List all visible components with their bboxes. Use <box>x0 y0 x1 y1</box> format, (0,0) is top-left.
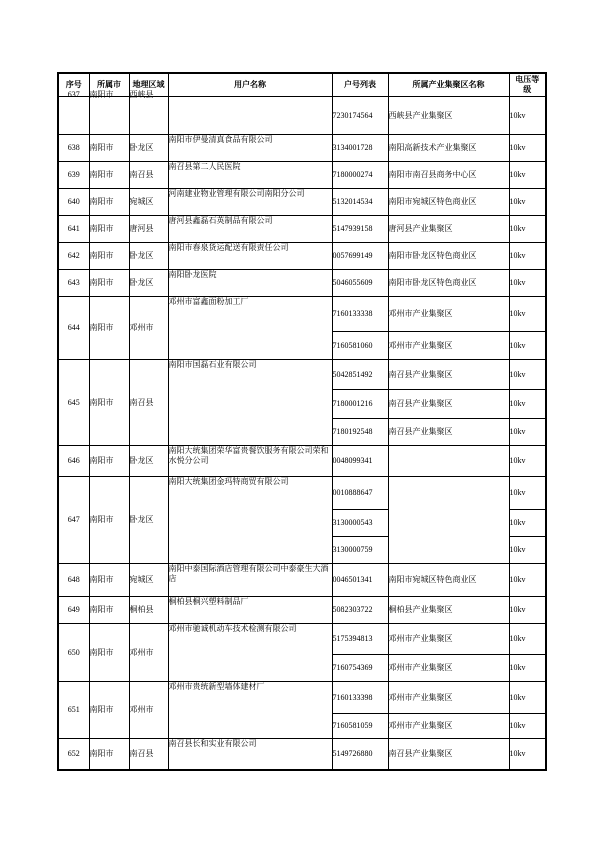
cluster-cell: 西峡县产业集聚区 <box>388 97 509 135</box>
seq-cell: 643 <box>58 270 89 297</box>
cluster-cell: 邓州市产业集聚区 <box>388 714 509 739</box>
clipped-text: 西峡县 <box>129 90 154 99</box>
region-cell: 卧龙区 <box>129 446 168 477</box>
user-name-cell: 桐柏县桐兴塑料制品厂 <box>168 597 332 624</box>
account-no-cell: 7160133338 <box>332 297 388 332</box>
seq-cell: 641 <box>58 216 89 243</box>
table-row <box>58 216 546 243</box>
account-no-cell: 0048099341 <box>332 446 388 477</box>
seq-cell <box>58 90 89 135</box>
account-no-cell: 0010888647 <box>332 477 388 510</box>
city-cell: 南阳市 <box>89 162 129 189</box>
cluster-cell: 南阳市卧龙区特色商业区 <box>388 270 509 297</box>
seq-cell: 648 <box>58 564 89 597</box>
region-cell: 南召县 <box>129 739 168 770</box>
voltage-cell: 10kv <box>509 477 546 510</box>
cluster-cell <box>388 477 509 564</box>
voltage-cell: 10kv <box>509 189 546 216</box>
user-name-cell: 南阳卧龙医院 <box>168 270 332 297</box>
col-header-voltage: 电压等级 <box>509 73 546 97</box>
seq-cell: 651 <box>58 682 89 739</box>
account-no-cell: 5147939158 <box>332 216 388 243</box>
table-row <box>58 624 546 655</box>
user-name-cell: 唐河县鑫磊石英制品有限公司 <box>168 216 332 243</box>
voltage-cell: 10kv <box>509 360 546 390</box>
voltage-cell: 10kv <box>509 162 546 189</box>
voltage-cell: 10kv <box>509 216 546 243</box>
cluster-cell: 南召县产业集聚区 <box>388 739 509 770</box>
user-name-cell: 南召县第二人民医院 <box>168 162 332 189</box>
clipped-text: 南阳市 <box>89 90 114 99</box>
seq-cell: 645 <box>58 360 89 446</box>
clipped-text: 637 <box>67 90 80 99</box>
cluster-cell: 南召县产业集聚区 <box>388 419 509 446</box>
cluster-cell: 南召县产业集聚区 <box>388 360 509 390</box>
voltage-cell: 10kv <box>509 714 546 739</box>
region-cell: 唐河县 <box>129 216 168 243</box>
user-name-cell: 南阳市国磊石业有限公司 <box>168 360 332 446</box>
table-row <box>58 739 546 770</box>
seq-cell: 644 <box>58 297 89 360</box>
table-row <box>58 682 546 714</box>
cluster-cell: 南阳高新技术产业集聚区 <box>388 135 509 162</box>
account-no-cell: 7160133398 <box>332 682 388 714</box>
table-row <box>58 270 546 297</box>
cluster-cell: 唐河县产业集聚区 <box>388 216 509 243</box>
table-row <box>58 297 546 332</box>
voltage-cell: 10kv <box>509 390 546 419</box>
city-cell: 南阳市 <box>89 360 129 446</box>
account-no-cell: 7160581059 <box>332 714 388 739</box>
account-no-cell: 7160754369 <box>332 655 388 682</box>
account-no-cell: 7230174564 <box>332 97 388 135</box>
seq-cell: 649 <box>58 597 89 624</box>
voltage-cell: 10kv <box>509 739 546 770</box>
account-no-cell: 0046501341 <box>332 564 388 597</box>
seq-cell: 652 <box>58 739 89 770</box>
col-header-cluster-name: 所属产业集聚区名称 <box>388 73 509 97</box>
account-no-cell: 7160581060 <box>332 332 388 360</box>
account-no-cell: 5175394813 <box>332 624 388 655</box>
city-cell: 南阳市 <box>89 270 129 297</box>
voltage-cell: 10kv <box>509 135 546 162</box>
city-cell: 南阳市 <box>89 135 129 162</box>
region-cell: 宛城区 <box>129 189 168 216</box>
seq-cell: 646 <box>58 446 89 477</box>
region-cell <box>129 90 168 135</box>
account-no-cell: 7180001216 <box>332 390 388 419</box>
table-row <box>58 243 546 270</box>
table-row <box>58 477 546 510</box>
table-row <box>58 564 546 597</box>
user-name-cell: 南阳市春泉货运配送有限责任公司 <box>168 243 332 270</box>
user-name-cell: 南阳中泰国际酒店管理有限公司中泰豪生大酒店 <box>168 564 332 597</box>
city-cell: 南阳市 <box>89 682 129 739</box>
user-name-cell: 邓州市驰诚机动车技术检测有限公司 <box>168 624 332 682</box>
voltage-cell: 10kv <box>509 510 546 537</box>
account-no-cell: 5149726880 <box>332 739 388 770</box>
cluster-cell: 南召县产业集聚区 <box>388 390 509 419</box>
region-cell: 南召县 <box>129 360 168 446</box>
user-name-cell: 邓州市贵统新型墙体建材厂 <box>168 682 332 739</box>
seq-cell: 639 <box>58 162 89 189</box>
city-cell: 南阳市 <box>89 624 129 682</box>
city-cell: 南阳市 <box>89 446 129 477</box>
voltage-cell: 10kv <box>509 537 546 564</box>
seq-cell: 638 <box>58 135 89 162</box>
voltage-cell: 10kv <box>509 297 546 332</box>
region-cell: 邓州市 <box>129 624 168 682</box>
cluster-cell: 南阳市南召县商务中心区 <box>388 162 509 189</box>
table-row <box>58 162 546 189</box>
table-row <box>58 597 546 624</box>
region-cell: 邓州市 <box>129 297 168 360</box>
region-cell: 桐柏县 <box>129 597 168 624</box>
col-header-city: 所属市 <box>89 73 129 97</box>
region-cell: 卧龙区 <box>129 270 168 297</box>
city-cell: 南阳市 <box>89 216 129 243</box>
voltage-cell: 10kv <box>509 682 546 714</box>
cluster-cell: 南阳市宛城区特色商业区 <box>388 189 509 216</box>
table-row <box>58 360 546 390</box>
account-no-cell: 3130000759 <box>332 537 388 564</box>
clipped-text-wrap <box>129 90 168 99</box>
cluster-cell: 桐柏县产业集聚区 <box>388 597 509 624</box>
clipped-text-wrap <box>59 90 89 99</box>
city-cell: 南阳市 <box>89 477 129 564</box>
seq-cell: 650 <box>58 624 89 682</box>
city-cell: 南阳市 <box>89 297 129 360</box>
clipped-text-wrap <box>89 90 129 99</box>
voltage-cell: 10kv <box>509 446 546 477</box>
voltage-cell: 10kv <box>509 243 546 270</box>
seq-cell: 642 <box>58 243 89 270</box>
cluster-cell: 邓州市产业集聚区 <box>388 297 509 332</box>
voltage-cell: 10kv <box>509 597 546 624</box>
account-no-cell: 3134001728 <box>332 135 388 162</box>
user-name-cell: 南阳市伊曼清真食品有限公司 <box>168 135 332 162</box>
table-row <box>58 189 546 216</box>
voltage-cell: 10kv <box>509 332 546 360</box>
voltage-cell: 10kv <box>509 97 546 135</box>
account-no-cell: 3130000543 <box>332 510 388 537</box>
cluster-cell: 南阳市宛城区特色商业区 <box>388 564 509 597</box>
cluster-cell: 南阳市卧龙区特色商业区 <box>388 243 509 270</box>
voltage-cell: 10kv <box>509 419 546 446</box>
user-name-cell: 邓州市富鑫面粉加工厂 <box>168 297 332 360</box>
voltage-cell: 10kv <box>509 655 546 682</box>
account-no-cell: 0057699149 <box>332 243 388 270</box>
account-no-cell: 5042851492 <box>332 360 388 390</box>
seq-cell: 640 <box>58 189 89 216</box>
cluster-cell: 邓州市产业集聚区 <box>388 655 509 682</box>
account-no-cell: 7180000274 <box>332 162 388 189</box>
region-cell: 南召县 <box>129 162 168 189</box>
user-name-cell: 南召县长和实业有限公司 <box>168 739 332 770</box>
voltage-cell: 10kv <box>509 564 546 597</box>
city-cell <box>89 90 129 135</box>
cluster-cell <box>388 446 509 477</box>
table-row <box>58 446 546 477</box>
account-no-cell: 5132014534 <box>332 189 388 216</box>
cluster-cell: 邓州市产业集聚区 <box>388 624 509 655</box>
region-cell: 邓州市 <box>129 682 168 739</box>
region-cell: 卧龙区 <box>129 135 168 162</box>
col-header-region: 地理区域 <box>129 73 168 97</box>
table-row <box>58 135 546 162</box>
cluster-cell: 邓州市产业集聚区 <box>388 682 509 714</box>
user-name-cell: 河南建业物业管理有限公司南阳分公司 <box>168 189 332 216</box>
table-row <box>58 97 546 135</box>
city-cell: 南阳市 <box>89 597 129 624</box>
account-no-cell: 5082303722 <box>332 597 388 624</box>
region-cell: 宛城区 <box>129 564 168 597</box>
cluster-cell: 邓州市产业集聚区 <box>388 332 509 360</box>
account-no-cell: 7180192548 <box>332 419 388 446</box>
voltage-cell: 10kv <box>509 624 546 655</box>
col-header-seq: 序号 <box>58 73 89 97</box>
region-cell: 卧龙区 <box>129 243 168 270</box>
user-table <box>57 72 547 771</box>
user-name-cell: 南阳大统集团荣华富贵餐饮服务有限公司荣和水悦分公司 <box>168 446 332 477</box>
city-cell: 南阳市 <box>89 739 129 770</box>
region-cell: 卧龙区 <box>129 477 168 564</box>
voltage-cell: 10kv <box>509 270 546 297</box>
city-cell: 南阳市 <box>89 243 129 270</box>
user-name-cell <box>168 97 332 135</box>
account-no-cell: 5046055609 <box>332 270 388 297</box>
city-cell: 南阳市 <box>89 189 129 216</box>
city-cell: 南阳市 <box>89 564 129 597</box>
user-name-cell: 南阳大统集团金玛特商贸有限公司 <box>168 477 332 564</box>
col-header-account-list: 户号列表 <box>332 73 388 97</box>
col-header-user-name: 用户名称 <box>168 73 332 97</box>
seq-cell: 647 <box>58 477 89 564</box>
